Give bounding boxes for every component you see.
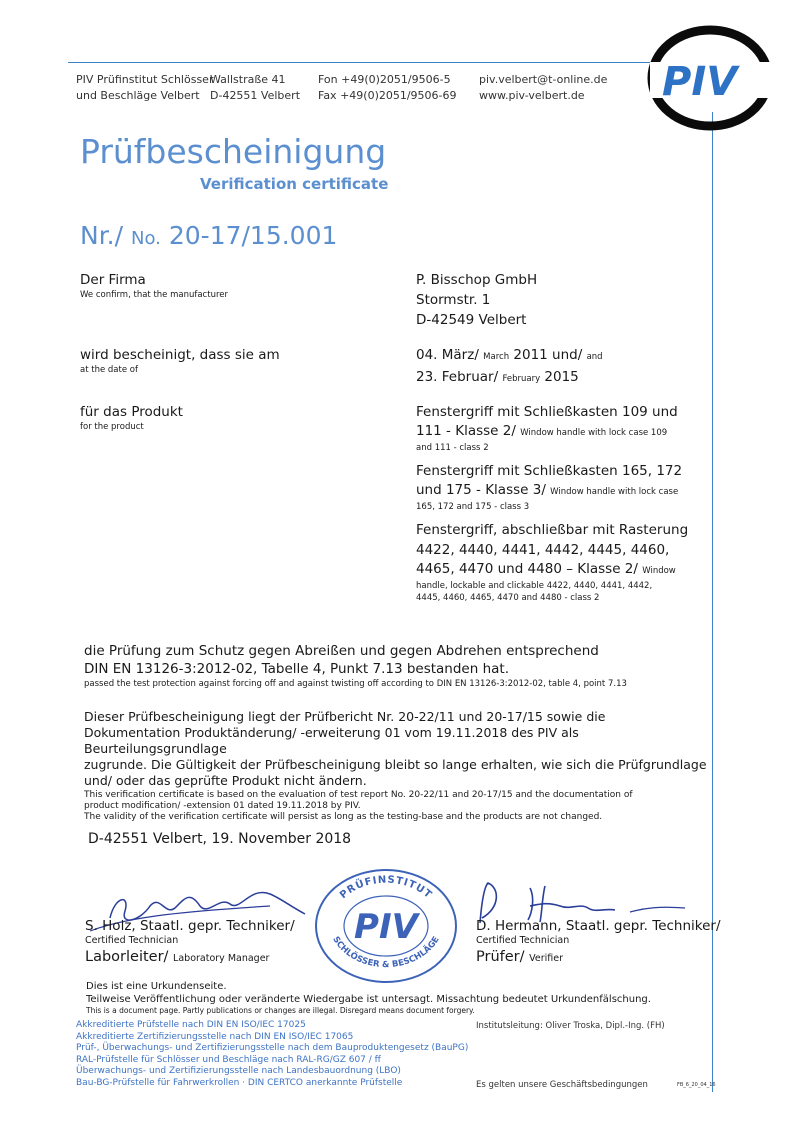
web-line2: www.piv-velbert.de	[479, 89, 585, 102]
svg-text:PRÜFINSTITUT	[338, 875, 434, 902]
test-statement: die Prüfung zum Schutz gegen Abreißen und gegen Abdrehen entsprechend DIN EN 13126-3:2012-02, Tabelle 4, Punkt 7.13 bestanden hat. passed the test protection against forcing off and against twisting off according to DIN EN 13126-3:2012-02, table 4, point 7.13	[84, 643, 627, 689]
number-prefix-en: No.	[131, 228, 161, 249]
product-label-en: for the product	[80, 422, 144, 432]
firma-address	[416, 270, 537, 330]
firma-street: Stormstr. 1	[416, 292, 491, 308]
tel-line1: Fon +49(0)2051/9506-5	[318, 73, 451, 86]
header-address	[210, 72, 300, 104]
date-label-de: wird bescheinigt, dass sie am	[80, 347, 280, 363]
number-prefix-de: Nr./	[80, 221, 124, 250]
certificate-number	[80, 220, 337, 255]
page-title: Prüfbescheinigung	[80, 132, 387, 171]
product-item-1: Fenstergriff mit Schließkasten 109 und 111 - Klasse 2/ Window handle with lock case 109 and 111 - class 2	[416, 404, 678, 453]
addr-line1: Wallstraße 41	[210, 73, 286, 86]
footer-accreditations: Akkreditierte Prüfstelle nach DIN EN ISO/IEC 17025 Akkreditierte Zertifizierungsstelle nach DIN EN ISO/IEC 17065 Prüf-, Überwachungs- und Zertifizierungsstelle nach dem Bauproduktengesetz (BauPG) RAL-Prüfstelle für Schlösser und Beschläge nach RAL-RG/GZ 607 / ff Überwachungs- und Zertifizierungsstelle nach Landesbauordnung (LBO) Bau-BG-Prüfstelle für Fahrwerkrollen · DIN CERTCO anerkannte Prüfstelle	[76, 1020, 469, 1088]
basis-statement: Dieser Prüfbescheinigung liegt der Prüfbericht Nr. 20-22/11 und 20-17/15 sowie die Dokumentation Produktänderung/ -erweiterung 01 vom 19.11.2018 des PIV als Beurteilungsgrundlage zugrunde. Die Gültigkeit der Prüfbescheinigung bleibt so lange erhalten, wie sich die Prüfgrundlage und/ oder das geprüfte Produkt nicht ändern. This verification certificate is based on the evaluation of test report No. 20-22/11 and 20-17/15 and the documentation of product modification/ -extension 01 dated 19.11.2018 by PIV. The validity of the verification certificate will persist as long as the testing-base and the products are not changed.	[84, 709, 707, 822]
signature-left: S. Holz, Staatl. gepr. Techniker/ Certified Technician Laborleiter/ Laboratory Manager	[85, 918, 295, 965]
date-label	[80, 346, 280, 376]
firma-label-de: Der Firma	[80, 272, 146, 288]
seal-center-text: PIV	[354, 907, 418, 947]
date-line2: 23. Februar/ February 2015	[416, 369, 579, 385]
form-code: FB_6_20_04_16	[677, 1082, 716, 1088]
document-notice: Dies ist eine Urkundenseite. Teilweise Veröffentlichung oder veränderte Wiedergabe ist untersagt. Missachtung bedeutet Urkundenfälschung. This is a document page. Partly publications or changes are illegal. Disregard means document forgery.	[86, 981, 651, 1015]
header-org	[76, 72, 213, 104]
seal-bottom-text: SCHLÖSSER & BESCHLÄGE	[330, 934, 442, 971]
signature-right: D. Hermann, Staatl. gepr. Techniker/ Certified Technician Prüfer/ Verifier	[476, 918, 721, 965]
firma-label	[80, 271, 228, 301]
product-label	[80, 403, 183, 433]
date-line1: 04. März/ March 2011 und/ and	[416, 347, 603, 363]
date-label-en: at the date of	[80, 365, 138, 375]
product-label-de: für das Produkt	[80, 404, 183, 420]
firma-label-en: We confirm, that the manufacturer	[80, 290, 228, 300]
seal-top-text: PRÜFINSTITUT	[338, 874, 435, 902]
number-value: 20-17/15.001	[168, 221, 338, 250]
org-line1: PIV Prüfinstitut Schlösser	[76, 73, 214, 86]
tel-line2: Fax +49(0)2051/9506-69	[318, 89, 457, 102]
firma-city: D-42549 Velbert	[416, 312, 527, 328]
date-values	[416, 345, 603, 389]
signer-left-name: S. Holz, Staatl. gepr. Techniker/	[85, 918, 295, 934]
addr-line2: D-42551 Velbert	[210, 89, 301, 102]
product-list	[416, 402, 712, 604]
product-item-3: Fenstergriff, abschließbar mit Rasterung 4422, 4440, 4441, 4442, 4445, 4460, 4465, 4470 und 4480 – Klasse 2/ Window handle, lockable and clickable 4422, 4440, 4441, 4442, 4445, 4460, 4465, 4470 and 4480 - class 2	[416, 522, 689, 603]
signer-right-name: D. Hermann, Staatl. gepr. Techniker/	[476, 918, 721, 934]
web-line1: piv.velbert@t-online.de	[479, 73, 608, 86]
piv-logo	[640, 22, 790, 132]
institute-head: Institutsleitung: Oliver Troska, Dipl.-Ing. (FH)	[476, 1021, 665, 1031]
firma-name: P. Bisschop GmbH	[416, 272, 538, 288]
header-phone	[318, 72, 457, 104]
page-subtitle: Verification certificate	[200, 175, 389, 193]
place-date: D-42551 Velbert, 19. November 2018	[88, 831, 352, 847]
product-item-2: Fenstergriff mit Schließkasten 165, 172 und 175 - Klasse 3/ Window handle with lock case 165, 172 and 175 - class 3	[416, 463, 683, 512]
logo-text: PIV	[662, 59, 738, 105]
header-web	[479, 72, 607, 104]
piv-seal	[313, 868, 459, 984]
org-line2: und Beschläge Velbert	[76, 89, 200, 102]
terms-note: Es gelten unsere Geschäftsbedingungen	[476, 1080, 648, 1090]
header-rule	[68, 62, 666, 63]
